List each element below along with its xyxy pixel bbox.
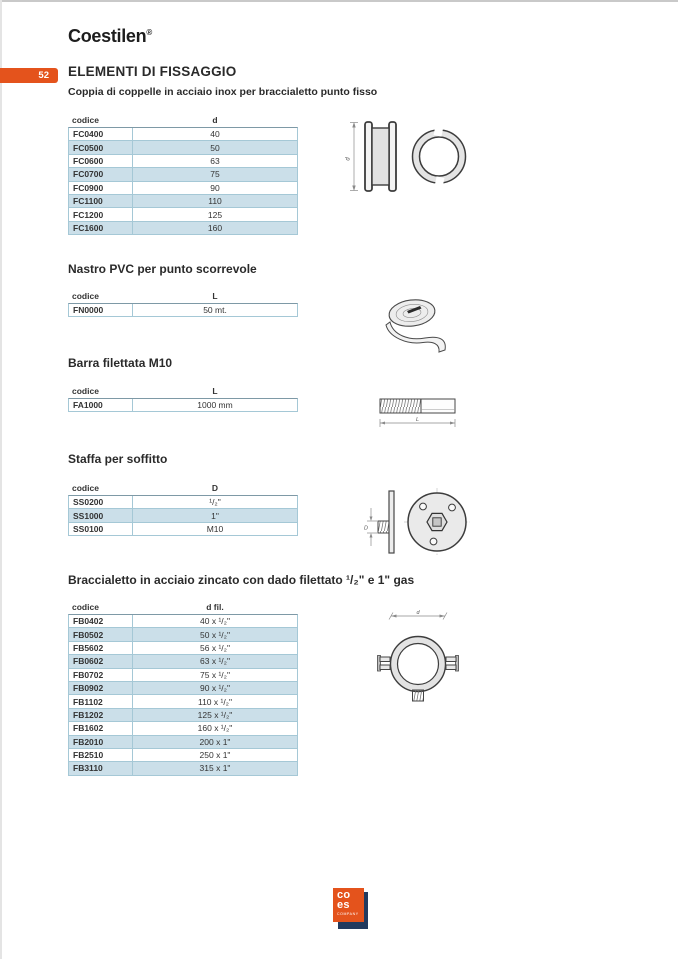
- cell-codice: FC0500: [69, 141, 133, 153]
- section-heading-braccialetto: Braccialetto in acciaio zincato con dado filettato ¹/₂" e 1" gas: [68, 573, 415, 587]
- cell-value: 160: [207, 222, 223, 233]
- pvc-tape-roll-drawing: [381, 292, 461, 357]
- table-braccialetto: [68, 600, 298, 776]
- clamp-shells-drawing: [344, 114, 474, 199]
- table-row: [69, 522, 297, 535]
- cell-codice: FB0402: [69, 615, 133, 627]
- brand-name: Coestilen: [68, 26, 147, 46]
- table-body: [68, 303, 298, 317]
- registered-mark: ®: [146, 28, 152, 37]
- cell-codice: FB3110: [69, 762, 133, 774]
- logo-orange-square: [333, 888, 364, 922]
- cell-codice: FB1202: [69, 709, 133, 721]
- scan-edge-top: [0, 0, 678, 2]
- table-row: [69, 304, 297, 316]
- cell-value: 1000 mm: [197, 400, 233, 411]
- dimension-label-d2: d: [416, 610, 420, 616]
- section-heading-barra: Barra filettata M10: [68, 356, 173, 370]
- cell-codice: FB5602: [69, 642, 133, 654]
- table-row: [69, 167, 297, 180]
- ceiling-bracket-drawing: [363, 483, 473, 561]
- cell-value: 90 x ¹/₂": [200, 683, 230, 694]
- table-row: [69, 654, 297, 667]
- table-row: [69, 694, 297, 707]
- table-row: [69, 681, 297, 694]
- table-row: [69, 735, 297, 748]
- dimension-label-d: d: [345, 157, 352, 161]
- dimension-label-L: L: [415, 417, 420, 423]
- page-title: ELEMENTI DI FISSAGGIO: [68, 64, 237, 79]
- cell-value: 40: [210, 129, 220, 140]
- cell-value: 50: [210, 142, 220, 153]
- table-row: [69, 140, 297, 153]
- cell-value: 110: [208, 196, 222, 207]
- cell-value: L: [212, 291, 218, 301]
- cell-value: 110 x ¹/₂": [197, 696, 233, 707]
- table-header-row: [68, 384, 298, 398]
- cell-value: 40 x ¹/₂": [200, 616, 230, 627]
- cell-value: 75 x ¹/₂": [200, 669, 230, 680]
- cell-codice: codice: [72, 483, 99, 493]
- cell-codice: codice: [72, 115, 99, 125]
- logo-text-co: co: [337, 889, 351, 901]
- cell-value: d fil.: [206, 602, 224, 612]
- table-row: [69, 761, 297, 774]
- cell-codice: FB0502: [69, 628, 133, 640]
- table-row: [69, 508, 297, 521]
- cell-codice: FC1100: [69, 195, 133, 207]
- cell-codice: FN0000: [69, 304, 133, 316]
- scan-edge-left: [0, 0, 2, 959]
- cell-codice: FC0400: [69, 128, 133, 140]
- table-row: [69, 627, 297, 640]
- cell-codice: SS1000: [69, 509, 133, 521]
- cell-codice: FC0700: [69, 168, 133, 180]
- cell-codice: FB1602: [69, 722, 133, 734]
- cell-value: 125 x ¹/₂": [197, 709, 233, 720]
- cell-codice: FC0900: [69, 182, 133, 194]
- table-barra: [68, 384, 298, 412]
- cell-value: 1": [211, 510, 219, 521]
- table-row: [69, 708, 297, 721]
- cell-value: L: [212, 386, 218, 396]
- table-header-row: [68, 600, 298, 614]
- cell-value: ¹/₂": [209, 497, 221, 508]
- section-heading-nastro: Nastro PVC per punto scorrevole: [68, 262, 257, 276]
- cell-codice: codice: [72, 291, 99, 301]
- cell-codice: codice: [72, 386, 99, 396]
- table-body: [68, 614, 298, 776]
- table-row: [69, 399, 297, 411]
- table-row: [69, 207, 297, 220]
- section-heading-staffa: Staffa per soffitto: [68, 452, 168, 466]
- cell-codice: FB0702: [69, 669, 133, 681]
- table-row: [69, 221, 297, 234]
- table-row: [69, 615, 297, 627]
- cell-value: 56 x ¹/₂": [200, 642, 230, 653]
- table-row: [69, 496, 297, 508]
- cell-codice: codice: [72, 602, 99, 612]
- cell-codice: SS0200: [69, 496, 133, 508]
- cell-value: d: [212, 115, 218, 125]
- table-row: [69, 194, 297, 207]
- cell-value: M10: [206, 523, 224, 534]
- table-header-row: [68, 481, 298, 495]
- table-row: [69, 154, 297, 167]
- cell-codice: FC1600: [69, 222, 133, 234]
- table-row: [69, 641, 297, 654]
- table-header-row: [68, 113, 298, 127]
- section-heading-coppelle: Coppia di coppelle in acciaio inox per braccialetto punto fisso: [68, 86, 378, 98]
- cell-value: 160 x ¹/₂": [197, 723, 233, 734]
- cell-codice: FC0600: [69, 155, 133, 167]
- table-row: [69, 748, 297, 761]
- cell-codice: FB0902: [69, 682, 133, 694]
- cell-value: 315 x 1": [199, 763, 231, 774]
- cell-value: 50 x ¹/₂": [200, 629, 230, 640]
- table-body: [68, 495, 298, 536]
- cell-value: D: [211, 483, 219, 493]
- cell-codice: FB0602: [69, 655, 133, 667]
- cell-codice: SS0100: [69, 523, 133, 535]
- pipe-clamp-drawing: [365, 607, 473, 707]
- cell-codice: FC1200: [69, 208, 133, 220]
- cell-value: 75: [210, 169, 220, 180]
- table-row: [69, 721, 297, 734]
- dimension-label-D: D: [364, 525, 368, 532]
- cell-value: 200 x 1": [199, 736, 231, 747]
- table-body: [68, 127, 298, 235]
- logo-text-es: es: [337, 899, 350, 911]
- cell-codice: FA1000: [69, 399, 133, 411]
- page-number-badge: 52: [0, 68, 58, 83]
- table-row: [69, 128, 297, 140]
- table-nastro: [68, 289, 298, 317]
- brand-logo: [68, 26, 152, 47]
- cell-codice: FB1102: [69, 695, 133, 707]
- cell-codice: FB2010: [69, 736, 133, 748]
- table-header-row: [68, 289, 298, 303]
- cell-value: 63: [210, 155, 220, 166]
- logo-text-company: COMPANY: [337, 912, 359, 916]
- threaded-bar-drawing: [377, 393, 462, 433]
- table-coppelle: [68, 113, 298, 235]
- cell-value: 63 x ¹/₂": [200, 656, 230, 667]
- cell-value: 250 x 1": [199, 750, 231, 761]
- table-row: [69, 181, 297, 194]
- cell-value: 50 mt.: [203, 305, 227, 316]
- coes-footer-logo: [333, 887, 373, 935]
- table-staffa: [68, 481, 298, 536]
- table-row: [69, 668, 297, 681]
- cell-value: 90: [210, 182, 220, 193]
- logo-navy-bottom-bar: [338, 922, 368, 929]
- cell-value: 125: [207, 209, 223, 220]
- cell-codice: FB2510: [69, 749, 133, 761]
- table-body: [68, 398, 298, 412]
